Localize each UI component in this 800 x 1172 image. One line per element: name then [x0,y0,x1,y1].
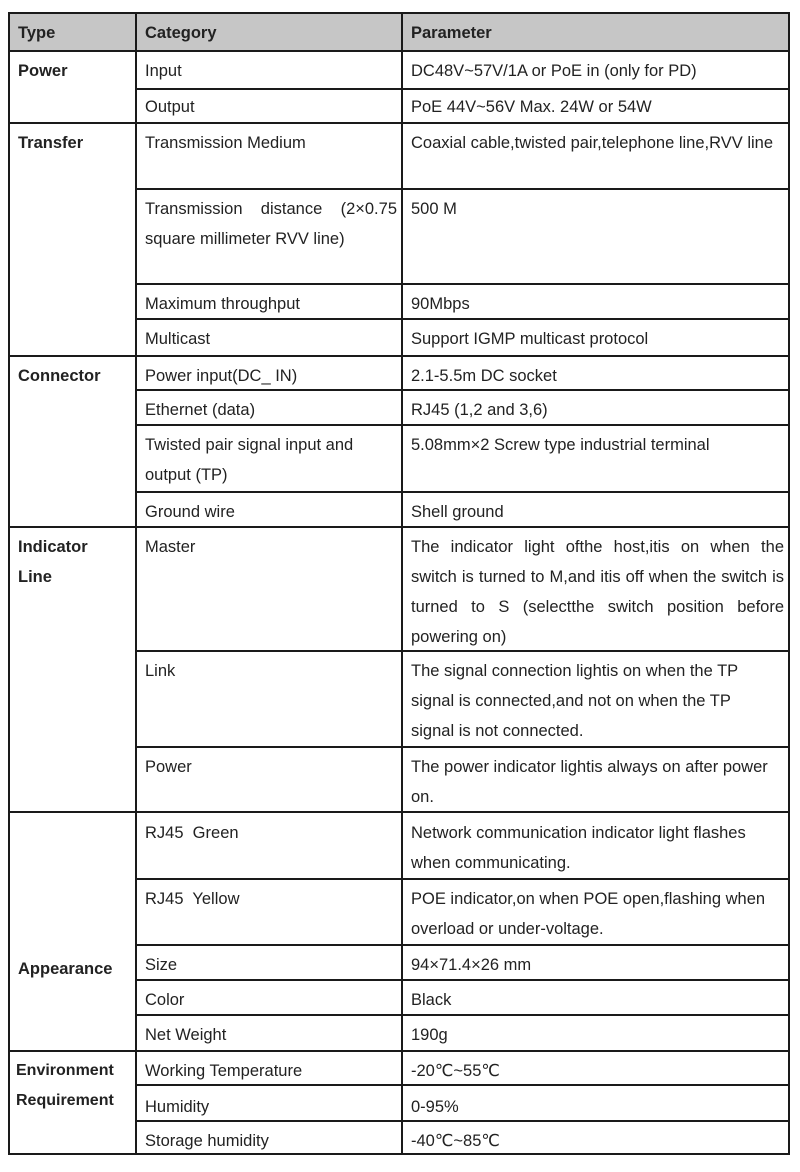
parameter-cell: 500 M [411,200,457,218]
parameter-cell: -20℃~55℃ [411,1062,500,1080]
parameter-cell: Network communication indicator light flashes when communicating. [411,824,746,872]
category-cell: Ground wire [145,503,235,521]
header-type: Type [10,14,135,50]
parameter-cell: 190g [411,1026,448,1044]
parameter-cell: 0-95% [411,1098,459,1116]
category-cell: Transmission Medium [145,134,306,152]
category-cell: Output [145,98,195,116]
parameter-cell: The signal connection lightis on when the TP signal is connected,and not on when the TP signal is not connected. [411,662,738,740]
parameter-cell: DC48V~57V/1A or PoE in (only for PD) [411,62,697,80]
type-appearance: Appearance [18,960,113,978]
category-cell: Twisted pair signal input and output (TP) [145,436,354,484]
parameter-cell: 90Mbps [411,295,470,313]
type-environment-requirement: Environment Requirement [16,1062,114,1109]
category-cell: Ethernet (data) [145,401,256,419]
parameter-cell: Black [411,991,452,1009]
category-cell: Multicast [145,330,211,348]
category-cell: Transmission distance (2×0.75 square millimeter RVV line) [145,200,397,248]
category-cell: Color [145,991,185,1009]
type-transfer: Transfer [18,134,84,152]
parameter-cell: 2.1-5.5m DC socket [411,367,557,385]
category-cell: RJ45 Yellow [145,890,240,908]
category-cell: Net Weight [145,1026,227,1044]
category-cell: RJ45 Green [145,824,239,842]
parameter-cell: PoE 44V~56V Max. 24W or 54W [411,98,652,116]
parameter-cell: -40℃~85℃ [411,1132,500,1150]
category-cell: Maximum throughput [145,295,300,313]
type-power: Power [18,62,68,80]
parameter-cell: 94×71.4×26 mm [411,956,532,974]
spec-table [8,12,790,1155]
header-parameter: Parameter [403,14,788,50]
header-category: Category [137,14,401,50]
group-divider [10,811,788,813]
type-connector: Connector [18,367,101,385]
category-cell: Input [145,62,182,80]
category-cell: Link [145,662,176,680]
parameter-cell: Shell ground [411,503,504,521]
parameter-cell: Support IGMP multicast protocol [411,330,649,348]
parameter-cell: POE indicator,on when POE open,flashing when overload or under-voltage. [411,890,766,938]
category-cell: Power [145,758,192,776]
row-divider [135,1084,788,1086]
category-cell: Master [145,538,196,556]
parameter-cell: The power indicator lightis always on after power on. [411,758,768,806]
category-cell: Working Temperature [145,1062,303,1080]
category-cell: Storage humidity [145,1132,269,1150]
category-cell: Power input(DC_ IN) [145,367,298,385]
parameter-cell: The indicator light ofthe host,itis on when the switch is turned to M,and itis off when the switch is turned to S (selectthe switch position before powering on) [411,538,784,646]
category-cell: Size [145,956,178,974]
parameter-cell: 5.08mm×2 Screw type industrial terminal [411,436,710,454]
category-cell: Humidity [145,1098,210,1116]
parameter-cell: RJ45 (1,2 and 3,6) [411,401,548,419]
type-indicator-line: Indicator Line [18,538,88,586]
parameter-cell: Coaxial cable,twisted pair,telephone line,RVV line [411,134,774,152]
